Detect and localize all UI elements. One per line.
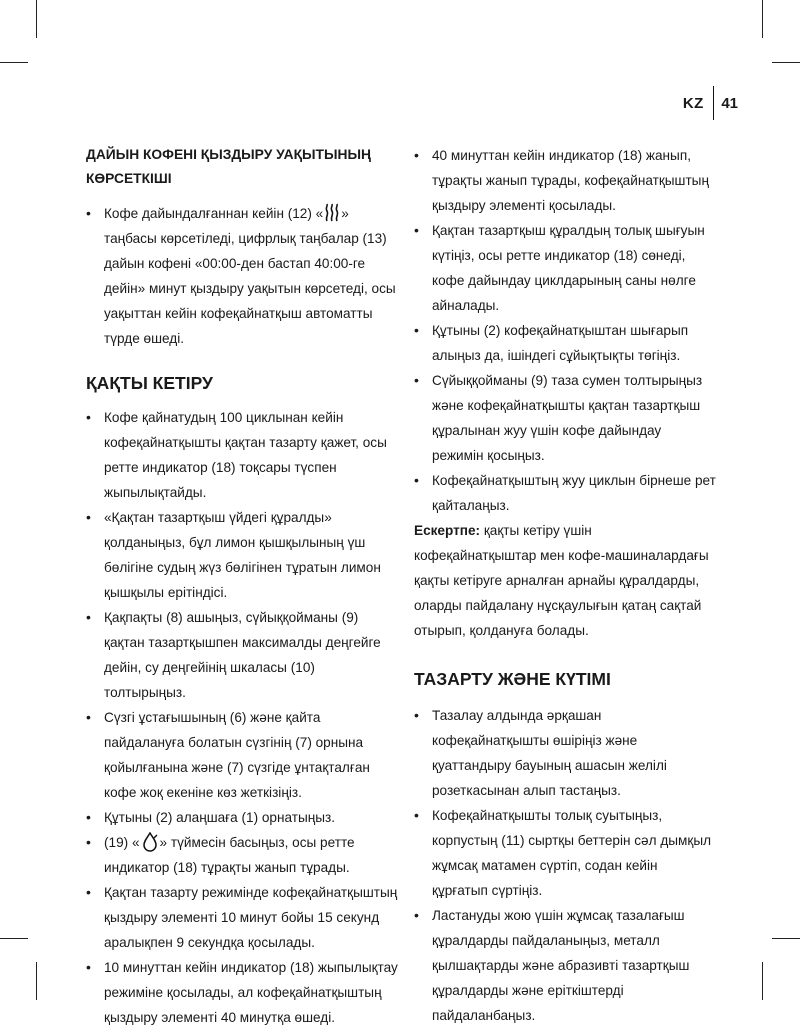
note-paragraph <box>414 518 716 643</box>
list-item: • 40 минуттан кейін индикатор (18) жанып, тұрақты жанып тұрады, кофеқайнатқыштың қыздыру элементі қосылады. <box>414 143 716 218</box>
crop-mark <box>772 938 800 939</box>
note-label: Ескертпе: <box>414 523 481 538</box>
list-item: • Сүзгі ұстағышының (6) және қайта пайдалануға болатын сүзгінің (7) орнына қойылғанына және (7) сүзгіде ұнтақталған кофе жоқ екеніне көз жеткізіңіз. <box>86 705 400 805</box>
crop-mark <box>762 0 763 38</box>
list-item <box>86 201 400 351</box>
steam-icon <box>324 203 340 223</box>
note-text: қақты кетіру үшін кофеқайнатқыштар мен кофе-машиналардағы қақты кетіруге арналған арнайы құралдарды, оларды пайдалану нұсқаулығын қатаң сақтай отырып, қолдануға болады. <box>414 523 709 638</box>
header-divider <box>713 86 715 120</box>
list-item-text: Кофе дайындалғаннан кейін (12) « <box>104 206 324 221</box>
crop-mark <box>772 62 800 63</box>
right-column <box>414 143 716 1028</box>
language-code: KZ <box>682 94 704 112</box>
descale-drop-icon <box>141 832 159 852</box>
list-item-text: » таңбасы көрсетіледі, цифрлық таңбалар (13) дайын кофені «00:00-ден бастап 40:00-ге дейін» минут қыздыру уақытын көрсетеді, осы уақыттан кейін кофеқайнатқыш автоматты түрде өшеді. <box>104 206 396 346</box>
crop-mark <box>36 0 37 38</box>
list-item: • Кофеқайнатқышты толық суытыңыз, корпустың (11) сыртқы беттерін сәл дымқыл жұмсақ матамен сүртіп, содан кейін құрғатып сүртіңіз. <box>414 803 716 903</box>
section-heading-descaling: ҚАҚТЫ КЕТІРУ <box>86 373 213 393</box>
page-number: 41 <box>721 94 738 112</box>
list-item: • Құтыны (2) алаңшаға (1) орнатыңыз. <box>86 805 400 830</box>
descaling-list <box>86 405 400 1030</box>
crop-mark <box>762 962 763 1000</box>
list-item: • Қақтан тазарту режимінде кофеқайнатқыштың қыздыру элементі 10 минут бойы 15 секунд аралықпен 9 секундқа қосылады. <box>86 880 400 955</box>
list-item: • «Қақтан тазартқыш үйдегі құралды» қолданыңыз, бұл лимон қышқылының үш бөлігіне судың жүз бөлігінен тұратын лимон қышқылы ерітіндісі. <box>86 505 400 605</box>
list-item: • Сүйыққойманы (9) таза сумен толтырыңыз және кофеқайнатқышты қақтан тазартқыш құралынан жуу үшін кофе дайындау режимін қосыңыз. <box>414 368 716 468</box>
list-item: • Құтыны (2) кофеқайнатқыштан шығарып алыңыз да, ішіндегі сұйықтықты төгіңіз. <box>414 318 716 368</box>
list-item: • Қақтан тазартқыш құралдың толық шығуын күтіңіз, осы ретте индикатор (18) сөнеді, кофе дайындау циклдарының саны нөлге айналады. <box>414 218 716 318</box>
list-item-text: » түймесін басыңыз, осы ретте индикатор (18) тұрақты жанып тұрады. <box>104 835 355 875</box>
page-header <box>683 88 738 118</box>
crop-mark <box>0 62 28 63</box>
list-item: • Тазалау алдында әрқашан кофеқайнатқышты өшіріңіз және қуаттандыру бауының ашасын желілі розеткасынан алып тастаңыз. <box>414 703 716 803</box>
descaling-list-continued <box>414 143 716 518</box>
crop-mark <box>36 962 37 1000</box>
left-column <box>86 143 400 1030</box>
section-heading-keep-warm: ДАЙЫН КОФЕНІ ҚЫЗДЫРУ УАҚЫТЫНЫҢ КӨРСЕТКІШІ <box>86 147 371 186</box>
crop-mark <box>0 938 28 939</box>
cleaning-list <box>414 703 716 1028</box>
section-heading-cleaning: ТАЗАРТУ ЖӘНЕ КҮТІМІ <box>414 669 611 689</box>
keep-warm-list <box>86 201 400 351</box>
list-item: • Кофеқайнатқыштың жуу циклын бірнеше рет қайталаңыз. <box>414 468 716 518</box>
list-item: • 10 минуттан кейін индикатор (18) жыпылықтау режиміне қосылады, ал кофеқайнатқыштың қыздыру элементі 40 минутқа өшеді. <box>86 955 400 1030</box>
list-item <box>86 830 400 880</box>
list-item-text: (19) « <box>104 835 140 850</box>
list-item: • Кофе қайнатудың 100 циклынан кейін кофеқайнатқышты қақтан тазарту қажет, осы ретте индикатор (18) тоқсары түспен жыпылықтайды. <box>86 405 400 505</box>
list-item: • Қақпақты (8) ашыңыз, сүйыққойманы (9) қақтан тазартқышпен максималды деңгейге дейін, су деңгейінің шкаласы (10) толтырыңыз. <box>86 605 400 705</box>
list-item: • Ластануды жою үшін жұмсақ тазалағыш құралдарды пайдаланыңыз, металл қылшақтарды және абразивті тазартқыш құралдарды және еріткіштерді пайдаланбаңыз. <box>414 903 716 1028</box>
